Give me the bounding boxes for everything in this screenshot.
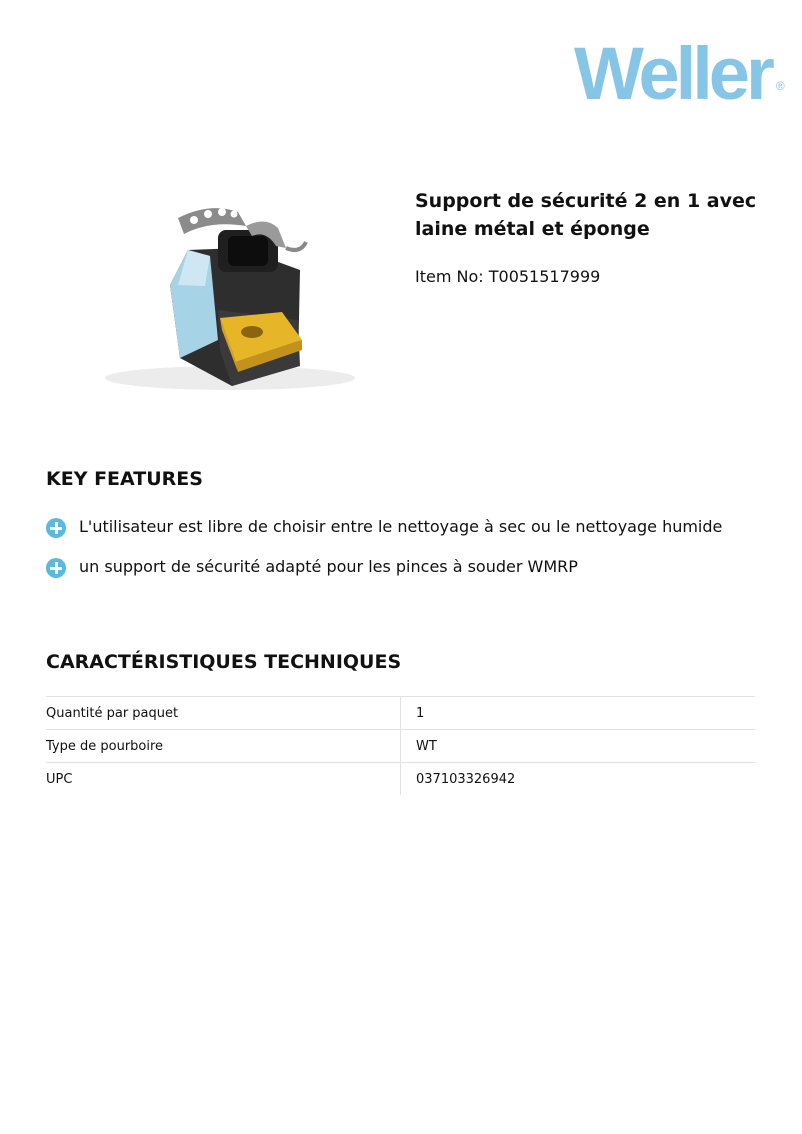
feature-item <box>46 554 726 580</box>
plus-circle-icon <box>46 518 66 538</box>
table-row <box>46 697 755 730</box>
plus-circle-icon <box>46 558 66 578</box>
spec-label: Quantité par paquet <box>46 697 401 730</box>
spec-value: WT <box>401 730 756 763</box>
feature-text: L'utilisateur est libre de choisir entre le nettoyage à sec ou le nettoyage humide <box>79 517 723 536</box>
product-image <box>60 190 398 410</box>
feature-text: un support de sécurité adapté pour les pinces à souder WMRP <box>79 557 578 576</box>
spec-value: 037103326942 <box>401 763 756 796</box>
spec-value: 1 <box>401 697 756 730</box>
feature-item <box>46 514 726 540</box>
key-features-list <box>46 514 726 594</box>
product-title: Support de sécurité 2 en 1 avec laine métal et éponge <box>415 190 757 240</box>
item-number: Item No: T0051517999 <box>415 267 601 286</box>
spec-label: UPC <box>46 763 401 796</box>
specs-table <box>46 696 755 795</box>
registered-mark: ® <box>775 79 785 93</box>
technical-heading: CARACTÉRISTIQUES TECHNIQUES <box>46 651 402 673</box>
table-row <box>46 730 755 763</box>
key-features-heading: KEY FEATURES <box>46 468 203 490</box>
table-row <box>46 763 755 796</box>
spec-label: Type de pourboire <box>46 730 401 763</box>
weller-logo <box>574 32 785 115</box>
logo-wordmark: Weller <box>574 32 771 115</box>
